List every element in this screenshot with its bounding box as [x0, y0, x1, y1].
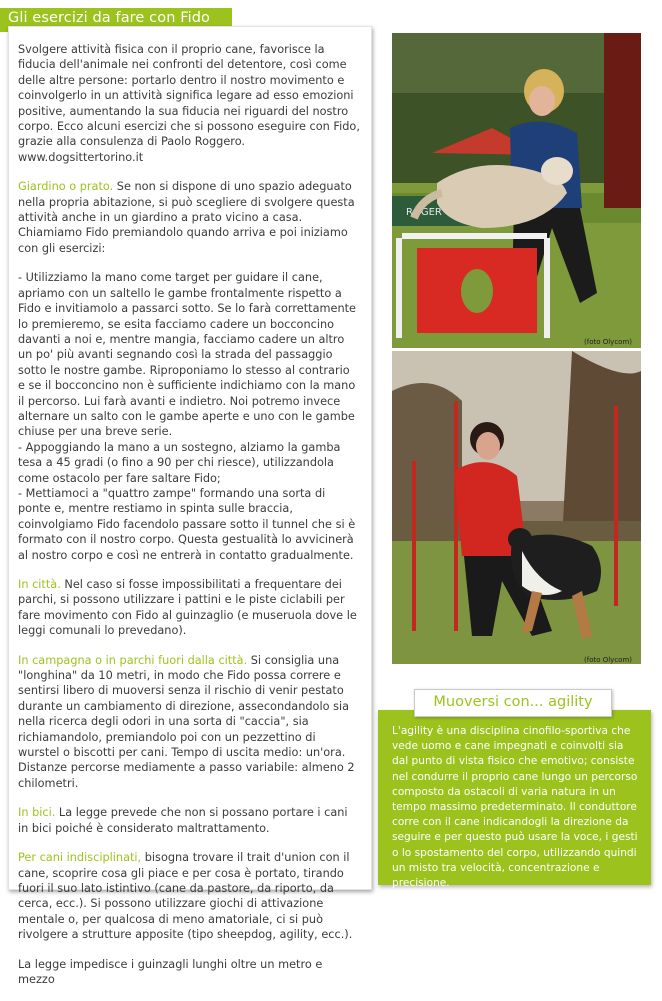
article-body — [18, 42, 360, 1001]
agility-title-box — [414, 689, 612, 717]
bici-paragraph — [18, 805, 360, 836]
indisciplinati-lead: Per cani indisciplinati, — [18, 851, 142, 865]
closing-paragraph: La legge impedisce i guinzagli lunghi oltre un metro e mezzo — [18, 957, 323, 986]
photo-credit-2: (foto Olycom) — [584, 656, 633, 664]
bici-text: La legge prevede che non si possano portare i cani in bici poiché è considerato maltrattamento. — [18, 806, 348, 835]
bullet-3: - Mettiamoci a "quattro zampe" formando una sorta di ponte e, mentre restiamo in spinta sulle braccia, coinvolgiamo Fido facendolo passare sotto il tunnel che si è formato con il nostro corpo. Questa gestualità lo avvicinerà al nostro corpo e così ne entrerà in contatto gradualmente. — [18, 486, 356, 562]
giardino-text: Se non si dispone di uno spazio adeguato nella propria abitazione, si può scegliere di svolgere questa attività anche in un giardino a prato vicino a casa. Chiamiamo Fido premiandolo quando arriva e poi iniziamo con gli esercizi: — [18, 180, 355, 255]
giardino-lead: Giardino o prato. — [18, 180, 114, 194]
bici-lead: In bici. — [18, 806, 56, 820]
citta-lead: In città. — [18, 578, 61, 591]
campagna-paragraph — [18, 653, 360, 792]
bullet-2: - Appoggiando la mano a un sostegno, alziamo la gamba tesa a 45 gradi (o fino a 90 per chi riesce), utilizzandola come ostacolo per fare saltare Fido; — [18, 440, 341, 485]
campagna-text: Si consiglia una "longhina" da 10 metri, in modo che Fido possa correre e sentirsi libero di muoversi senza il rischio di venir pestato durante un cambiamento di direzione, assecondandolo sia nella ricerca degli odori in una sorta di "caccia", sia richiamandolo, premiandolo poi con un pezzettino di wurstel o biscotti per cani. Tempo di uscita medio: un'ora. Distanze percorse mediamente a passo variabile: almeno 2 chilometri. — [18, 653, 355, 790]
indisciplinati-paragraph — [18, 850, 360, 942]
citta-text: Nel caso si fosse impossibilitati a frequentare dei parchi, si possono utilizzare i pattini e le piste ciclabili per fare movimento con Fido al guinzaglio (e museruola dove le leggi comunali lo prevedano). — [18, 578, 357, 638]
giardino-paragraph — [18, 179, 360, 256]
intro-paragraph: Svolgere attività fisica con il proprio cane, favorisce la fiducia dell'animale nei confronti del detentore, così come delle altre persone: portarlo dentro il nostro movimento e coinvolgerlo in un attività significa legare ad esso emozioni positive, aumentando la sua fiducia nei riguardi del nostro corpo. Ecco alcuni esercizi che si possono eseguire con Fido, grazie alla consulenza di Paolo Roggero. www.dogsittertorino.it — [18, 43, 360, 164]
agility-box — [378, 710, 651, 890]
agility-text: L'agility è una disciplina cinofilo-sportiva che vede uomo e cane impegnati e coinvolti sia dal punto di vista fisico che emotivo; consiste nel condurre il proprio cane lungo un percorso composto da ostacoli di varia natura in un tempo massimo predeterminato. Il conduttore corre con il cane indicandogli la direzione da seguire e per questo può usare la voce, i gesti o lo spostamento del corpo, utilizzando quindi un misto tra velocità, concentrazione e precisione. — [392, 725, 638, 890]
photo-credit-1: (foto Olycom) — [584, 338, 633, 346]
citta-paragraph — [18, 577, 360, 639]
photo-agility-jump — [392, 33, 641, 348]
photo-handler-dog — [392, 351, 641, 664]
page-title: Gli esercizi da fare con Fido — [8, 10, 210, 26]
indisciplinati-text: bisogna trovare il trait d'union con il cane, scoprire cosa gli piace e per cosa è portato, tirando fuori il suo lato istintivo (cane da pastore, da riporto, da cerca, ecc.). Si possono utilizzare giochi di attivazione mentale o, per qualcosa di meno amatoriale, ci si può rivolgere a strutture apposite (tipo sheepdog, agility, ecc.). — [18, 851, 353, 942]
campagna-lead: In campagna o in parchi fuori dalla città. — [18, 653, 248, 667]
agility-title: Muoversi con... agility — [433, 694, 593, 710]
bullet-1: - Utilizziamo la mano come target per guidare il cane, apriamo con un saltello le gambe frontalmente rispetto a Fido e invitiamolo a passarci sotto. Se lo farà correttamente lo premieremo, se esita facciamo cadere un bocconcino davanti a noi e, mentre mangia, facciamo cadere un altro un po' più avanti segnando così la strada del passaggio sotto le nostre gambe. Riproponiamo lo stesso al contrario e se il bocconcino non è sufficiente indichiamo con la mano il percorso. Lui farà avanti e indietro. Noi potremo invece alternare un salto con le gambe aperte e uno con le gambe chiuse per una breve serie. — [18, 271, 356, 439]
banner-text: ROGER — [406, 207, 442, 218]
